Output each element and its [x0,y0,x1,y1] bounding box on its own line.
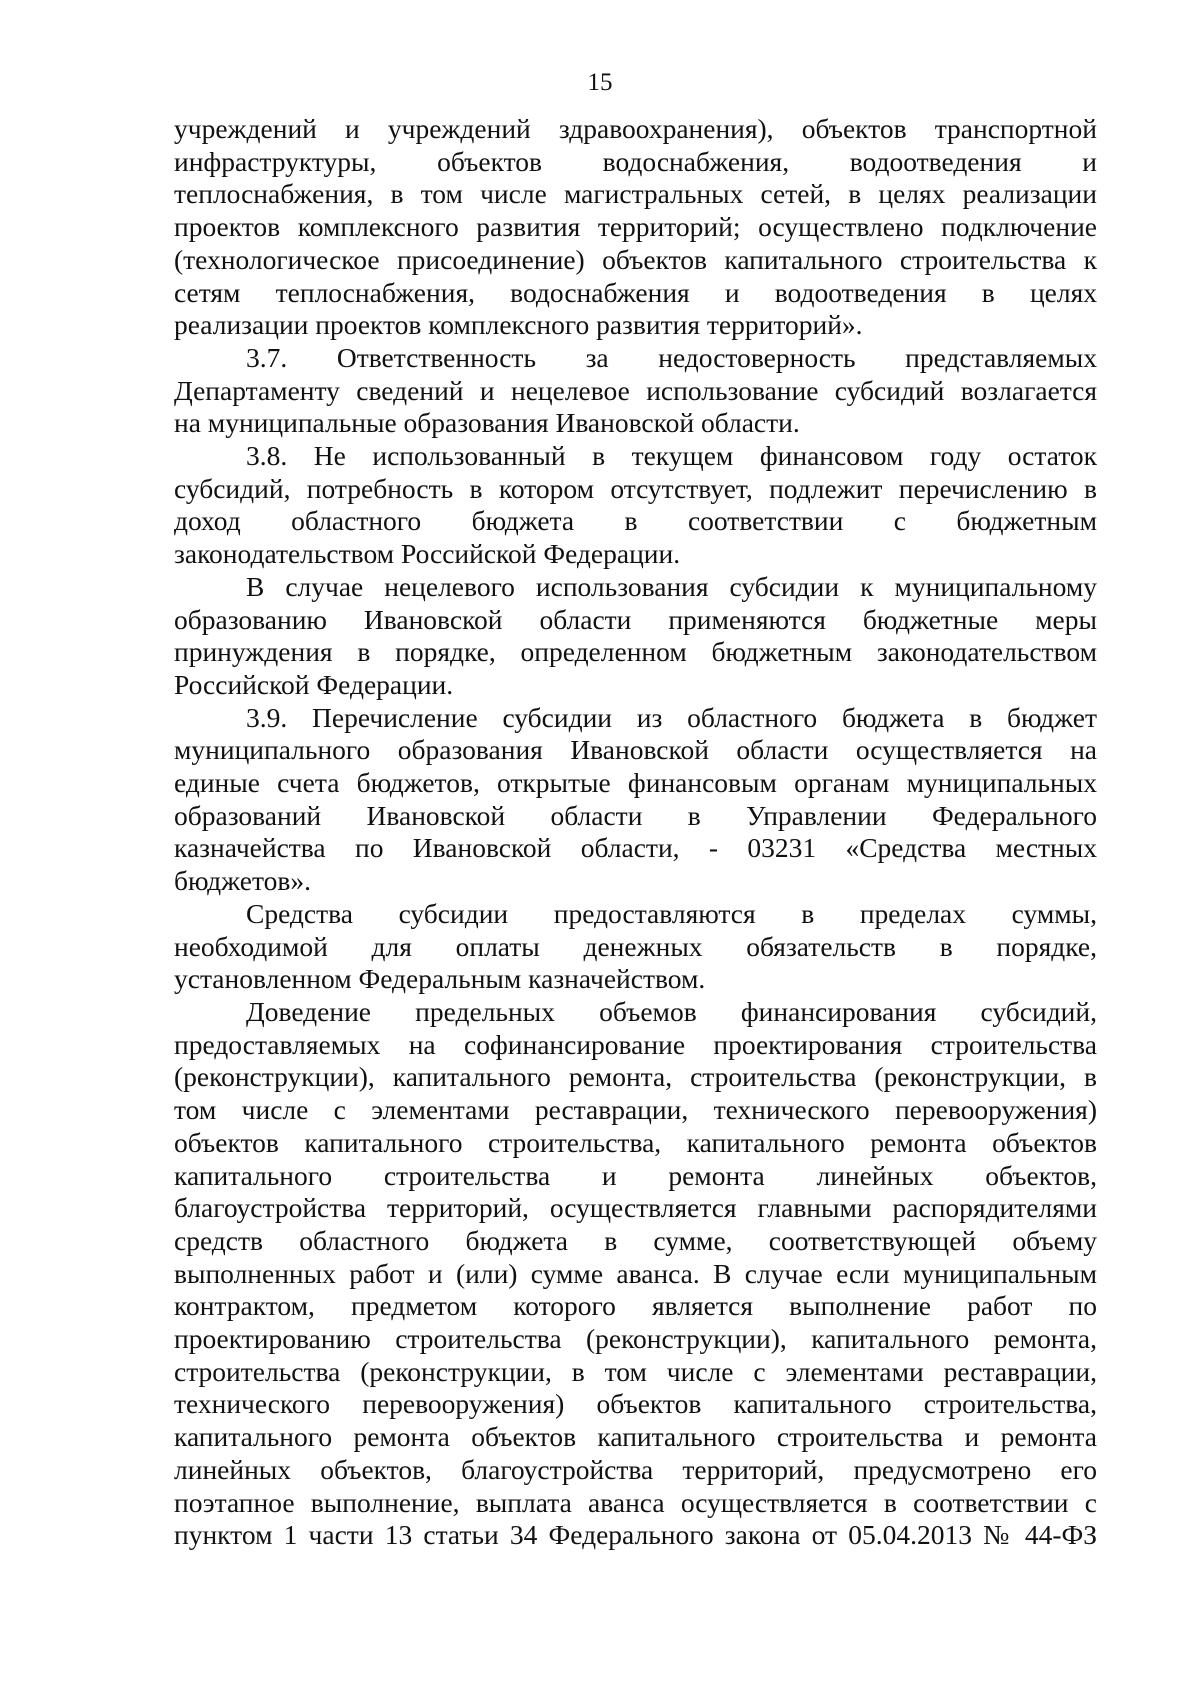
text-line: Доведение предельных объемов финансирования субсидий, [246,995,1097,1027]
text-line: казначейства по Ивановской области, - 03231 «Средства местных [174,832,1097,864]
text-line: предоставляемых на софинансирование проектирования строительства [174,1028,1097,1060]
paragraph-p6 [174,996,1097,1552]
text-line: Средства субсидии предоставляются в пределах суммы, [246,897,1097,929]
text-line: Департаменту сведений и нецелевое использование субсидий возлагается [174,374,1097,406]
paragraph-p1 [174,342,1097,440]
text-line: средств областного бюджета в сумме, соответствующей объему [174,1224,1097,1256]
paragraph-p3 [174,571,1097,702]
text-line: В случае нецелевого использования субсидии к муниципальному [246,570,1097,602]
text-line: объектов капитального строительства, капитального ремонта объектов [174,1126,1097,1158]
paragraph-p0 [174,113,1097,342]
text-line: поэтапное выполнение, выплата аванса осуществляется в соответствии с [174,1486,1097,1518]
text-line: строительства (реконструкции, в том числе с элементами реставрации, [174,1355,1097,1387]
text-line: реализации проектов комплексного развития территорий». [174,309,863,341]
text-line: 3.7. Ответственность за недостоверность представляемых [246,341,1097,373]
text-line: пунктом 1 части 13 статьи 34 Федерального закона от 05.04.2013 № 44-ФЗ [174,1519,1097,1551]
text-line: законодательством Российской Федерации. [174,538,681,570]
document-body [174,113,1097,1552]
text-line: Российской Федерации. [174,668,454,700]
text-line: капитального строительства и ремонта линейных объектов, [174,1159,1097,1191]
text-line: единые счета бюджетов, открытые финансовым органам муниципальных [174,767,1097,799]
text-line: технического перевооружения) объектов капитального строительства, [174,1388,1097,1420]
text-line: субсидий, потребность в котором отсутствует, подлежит перечислению в [174,472,1097,504]
text-line: проектированию строительства (реконструкции), капитального ремонта, [174,1323,1097,1355]
text-line: необходимой для оплаты денежных обязательств в порядке, [174,930,1097,962]
text-line: (технологическое присоединение) объектов капитального строительства к [174,243,1097,275]
text-line: контрактом, предметом которого является выполнение работ по [174,1290,1097,1322]
paragraph-p2 [174,440,1097,571]
text-line: образований Ивановской области в Управлении Федерального [174,799,1097,831]
text-line: проектов комплексного развития территорий; осуществлено подключение [174,211,1097,243]
text-line: сетям теплоснабжения, водоснабжения и водоотведения в целях [174,276,1097,308]
text-line: доход областного бюджета в соответствии с бюджетным [174,505,1097,537]
paragraph-p5 [174,898,1097,996]
text-line: установленном Федеральным казначейством. [174,963,706,995]
text-line: (реконструкции), капитального ремонта, строительства (реконструкции, в [174,1061,1097,1093]
text-line: капитального ремонта объектов капитального строительства и ремонта [174,1421,1097,1453]
text-line: на муниципальные образования Ивановской области. [174,407,800,439]
text-line: учреждений и учреждений здравоохранения), объектов транспортной [174,113,1097,144]
text-line: благоустройства территорий, осуществляется главными распорядителями [174,1192,1097,1224]
text-line: муниципального образования Ивановской области осуществляется на [174,734,1097,766]
paragraph-p4 [174,702,1097,898]
text-line: инфраструктуры, объектов водоснабжения, водоотведения и [174,145,1097,177]
text-line: принуждения в порядке, определенном бюджетным законодательством [174,636,1097,668]
text-line: теплоснабжения, в том числе магистральных сетей, в целях реализации [174,178,1097,210]
page-number: 15 [587,69,613,96]
text-line: образованию Ивановской области применяются бюджетные меры [174,603,1097,635]
text-line: бюджетов». [174,865,311,897]
text-line: выполненных работ и (или) сумме аванса. В случае если муниципальным [174,1257,1097,1289]
text-line: 3.9. Перечисление субсидии из областного бюджета в бюджет [246,701,1097,733]
text-line: том числе с элементами реставрации, технического перевооружения) [174,1094,1097,1126]
text-line: линейных объектов, благоустройства территорий, предусмотрено его [174,1453,1097,1485]
text-line: 3.8. Не использованный в текущем финансовом году остаток [246,440,1097,472]
